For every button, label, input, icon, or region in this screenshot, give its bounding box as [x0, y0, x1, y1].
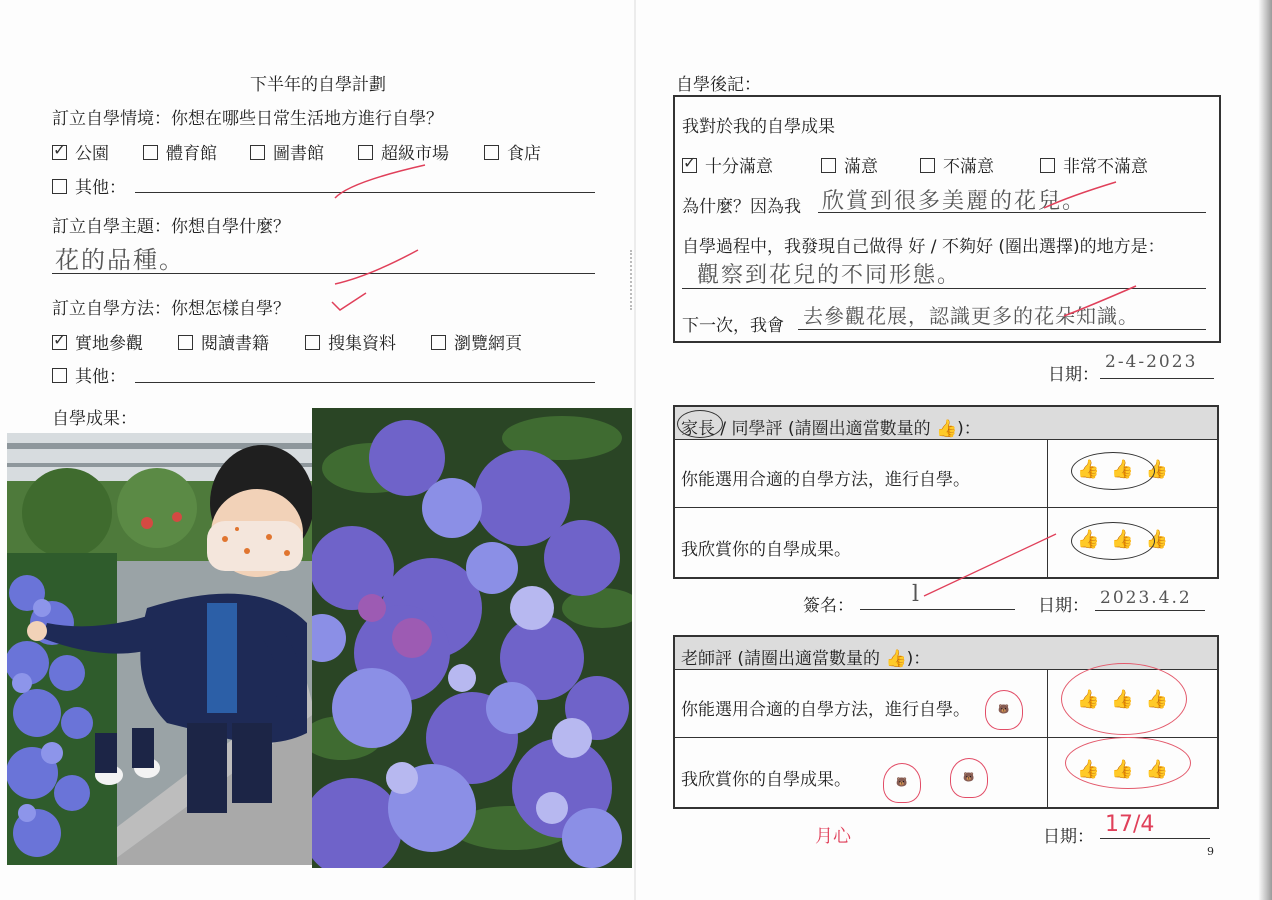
thumbs-up-icon[interactable]: 👍👍👍: [1077, 689, 1181, 710]
context-option-park[interactable]: ✓公園: [52, 139, 109, 164]
date-value: 2-4-2023: [1105, 352, 1198, 372]
next-label: 下一次，我會: [682, 316, 784, 336]
page-spine: [634, 0, 636, 900]
satisfaction-very-unsatisfied[interactable]: 非常不滿意: [1040, 152, 1148, 177]
parent-table-header: 家長 / 同學評 (請圈出適當數量的 👍)：: [681, 419, 981, 439]
context-option-supermarket[interactable]: 超級市場: [358, 139, 449, 164]
date-label: 日期：: [1048, 365, 1099, 385]
checkbox-icon[interactable]: [305, 335, 320, 350]
context-option-restaurant[interactable]: 食店: [484, 139, 541, 164]
next-answer-line: [798, 329, 1206, 330]
teacher-evaluation-table: [673, 635, 1219, 809]
column-divider: [1047, 669, 1048, 807]
checkbox-checked-icon[interactable]: [682, 158, 697, 173]
method-option-research[interactable]: 搜集資料: [305, 329, 396, 354]
satisfaction-satisfied[interactable]: 滿意: [821, 152, 878, 177]
other-method-line[interactable]: [135, 382, 595, 383]
checkbox-checked-icon[interactable]: [52, 145, 67, 160]
process-label: 自學過程中，我發現自己做得 好 / 不夠好 (圈出選擇)的地方是：: [682, 237, 1165, 257]
page-edge-shadow: [1258, 0, 1272, 900]
reflection-title: 自學後記：: [676, 75, 761, 95]
checkbox-icon[interactable]: [52, 368, 67, 383]
teacher-mark: 月心: [815, 826, 851, 847]
parent-row-method: 你能選用合適的自學方法，進行自學。: [681, 470, 970, 490]
date2-label: 日期：: [1038, 596, 1089, 616]
next-answer: 去參觀花展，認識更多的花朵知識。: [803, 304, 1139, 328]
row-divider: [675, 507, 1217, 508]
teacher-check-mark-icon: [1040, 178, 1120, 214]
teacher-table-header: 老師評 (請圈出適當數量的 👍)：: [681, 649, 931, 669]
satisfaction-very-satisfied[interactable]: ✓十分滿意: [682, 152, 773, 177]
circled-parent-mark: [677, 410, 723, 438]
context-option-other[interactable]: 其他：: [52, 173, 126, 198]
date-line: [1100, 378, 1214, 379]
teacher-check-mark-icon: [330, 246, 425, 290]
teacher-check-mark-icon: [1060, 282, 1140, 322]
satisfaction-unsatisfied[interactable]: 不滿意: [920, 152, 994, 177]
method-option-other[interactable]: 其他：: [52, 362, 126, 387]
thumbs-up-icon[interactable]: 👍👍👍: [1077, 759, 1181, 780]
method-option-web[interactable]: 瀏覽網頁: [431, 329, 522, 354]
checkbox-icon[interactable]: [358, 145, 373, 160]
row-divider: [675, 439, 1217, 440]
photo-boy-with-hydrangeas: [7, 433, 315, 865]
sign-value: l: [912, 582, 922, 607]
page-number: 9: [1207, 845, 1214, 858]
checkbox-icon[interactable]: [431, 335, 446, 350]
teacher-row-results: 我欣賞你的自學成果。: [681, 770, 851, 790]
circled-thumbs: [1071, 522, 1155, 560]
teacher-tick-icon: [330, 290, 370, 314]
context-option-library[interactable]: 圖書館: [250, 139, 324, 164]
photo-boy-illustration: [7, 433, 315, 865]
teacher-circled-thumbs: [1065, 737, 1191, 789]
checkbox-icon[interactable]: [250, 145, 265, 160]
results-label: 自學成果：: [52, 409, 137, 429]
method-option-books[interactable]: 閱讀書籍: [178, 329, 269, 354]
why-answer: 欣賞到很多美麗的花兒。: [822, 189, 1087, 214]
why-answer-line: [818, 212, 1206, 213]
question-topic: 訂立自學主題：你想自學什麼？: [52, 217, 290, 237]
sign-line[interactable]: [860, 609, 1015, 610]
teacher-circled-thumbs: [1061, 663, 1187, 735]
photo-hydrangea-illustration: [312, 408, 632, 868]
teacher-row-method: 你能選用合適的自學方法，進行自學。: [681, 700, 970, 720]
checkbox-icon[interactable]: [821, 158, 836, 173]
checkbox-icon[interactable]: [178, 335, 193, 350]
teacher-check-mark-icon: [330, 160, 430, 205]
circled-thumbs: [1071, 452, 1155, 490]
satisfaction-question: 我對於我的自學成果: [682, 117, 835, 137]
topic-answer-line: [52, 273, 595, 274]
method-option-visit[interactable]: ✓實地參觀: [52, 329, 143, 354]
why-label: 為什麼？因為我: [682, 197, 801, 217]
date3-value: 17/4: [1105, 812, 1155, 837]
checkbox-icon[interactable]: [484, 145, 499, 160]
plan-title: 下半年的自學計劃: [250, 75, 386, 95]
topic-answer: 花的品種。: [55, 246, 185, 274]
checkbox-icon[interactable]: [143, 145, 158, 160]
thumbs-up-icon[interactable]: 👍👍👍: [1077, 529, 1181, 550]
sign-label: 簽名：: [803, 596, 854, 616]
thumbs-up-icon[interactable]: 👍👍👍: [1077, 459, 1181, 480]
date3-line: [1100, 838, 1210, 839]
date3-label: 日期：: [1043, 827, 1094, 847]
bear-stamp-icon: 🐻: [985, 690, 1023, 730]
question-method: 訂立自學方法：你想怎樣自學？: [52, 299, 290, 319]
question-context: 訂立自學情境：你想在哪些日常生活地方進行自學？: [52, 109, 443, 129]
checkbox-icon[interactable]: [52, 179, 67, 194]
date2-line: [1095, 610, 1205, 611]
checkbox-icon[interactable]: [1040, 158, 1055, 173]
checkbox-icon[interactable]: [920, 158, 935, 173]
context-option-gym[interactable]: 體育館: [143, 139, 217, 164]
process-answer: 觀察到花兒的不同形態。: [697, 263, 962, 288]
teacher-check-mark-icon: [920, 530, 1060, 600]
bear-stamp-icon: 🐻: [883, 763, 921, 803]
date2-value: 2023.4.2: [1100, 588, 1192, 608]
binding-holes: [630, 250, 638, 310]
bear-stamp-icon: 🐻: [950, 758, 988, 798]
photo-hydrangeas: [312, 408, 632, 868]
parent-row-results: 我欣賞你的自學成果。: [681, 540, 851, 560]
checkbox-checked-icon[interactable]: [52, 335, 67, 350]
